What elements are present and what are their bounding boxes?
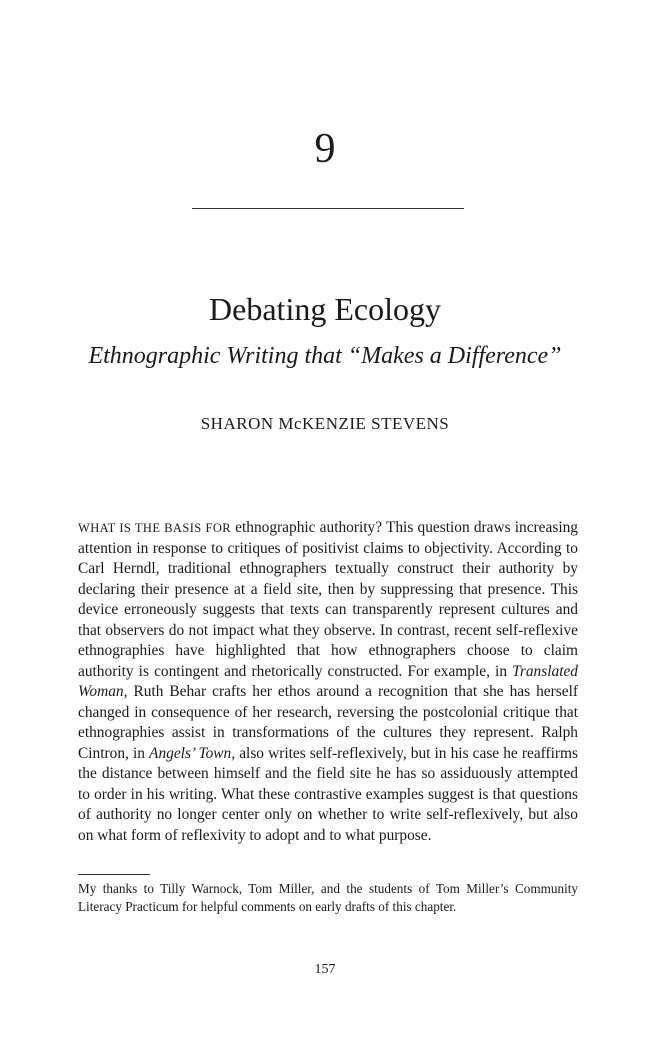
page-number: 157 [314,962,336,977]
author-name: SHARON McKENZIE STEVENS [200,414,450,433]
book-title-translated-woman: Translated Woman, [78,662,578,700]
chapter-title: Debating Ecology [209,291,441,327]
paragraph-text-1: ethnographic authority? This question draws increasing attention in response to critiques of positivist claims to objectivity. According to Carl Herndl, traditional ethnographers textually construct their authority by declaring their presence at a field site, then by suppressing that presence. This device erroneously suggests that texts can transparently represent cultures and that observers do not impact what they observe. In contrast, recent self-reflexive ethnographies have highlighted that how ethnographers choose to claim authority is contingent and rhetorically constructed. For example, in [78,519,578,680]
footnote: My thanks to Tilly Warnock, Tom Miller, and the students of Tom Miller’s Community Literacy Practicum for helpful comments on early drafts of this chapter. [78,881,578,914]
body-paragraph [78,518,578,846]
paragraph-text-3: also writes self-reflexively, but in his case he reaffirms the distance between himself and the field site he has so assiduously attempted to order in his writing. What these contrastive examples suggest is that questions of authority no longer center only on whether to write self-reflexively, but also on what form of reflexivity to adopt and to what purpose. [78,744,578,844]
footnote-divider [78,874,150,875]
lead-in-smallcaps: WHAT IS THE BASIS FOR [78,521,231,535]
chapter-number: 9 [314,126,336,172]
book-title-angels-town: Angels’ Town, [149,744,236,762]
chapter-subtitle: Ethnographic Writing that “Makes a Difference” [88,343,562,369]
paragraph-text-2: Ruth Behar crafts her ethos around a recognition that she has herself changed in consequence of her research, reversing the postcolonial critique that ethnographies assist in transformations of the cultures they represent. Ralph Cintron, in [78,683,578,762]
chapter-divider [192,208,464,209]
